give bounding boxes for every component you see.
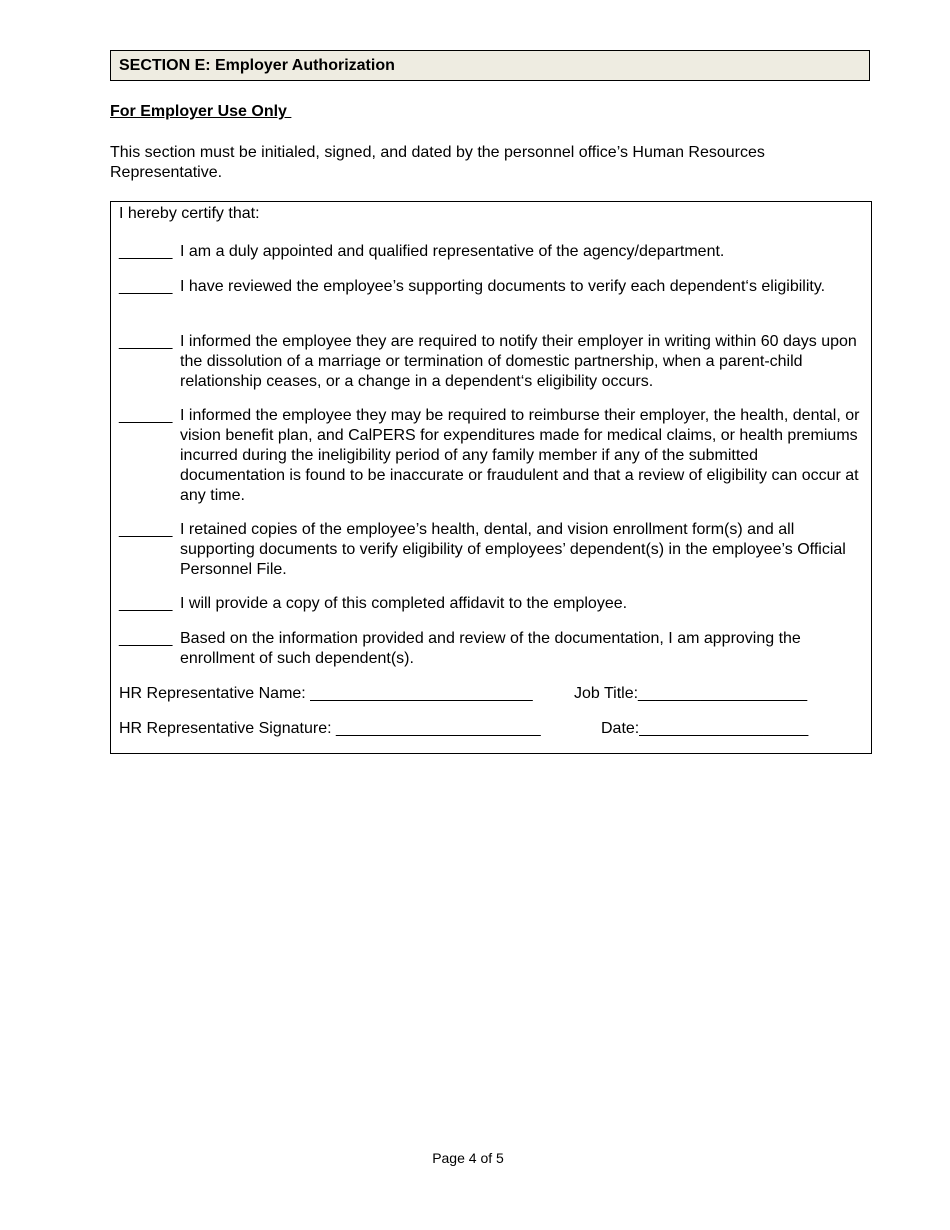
certification-item-text: I retained copies of the employee’s health, dental, and vision enrollment form(s) and all supporting documents to verify eligibility of employees’ dependent(s) in the employee’s Official Personnel File. [180, 521, 846, 578]
certification-intro: I hereby certify that: [119, 205, 260, 222]
certification-item-text: Based on the information provided and review of the documentation, I am approving the enrollment of such dependent(s). [180, 630, 801, 667]
certification-box [110, 201, 872, 754]
certification-item-1 [119, 242, 863, 262]
initial-blank-4[interactable]: ______ [119, 407, 173, 424]
certification-item-text: I will provide a copy of this completed affidavit to the employee. [180, 595, 628, 612]
certification-item-text: I informed the employee they may be required to reimburse their employer, the health, dental, or vision benefit plan, and CalPERS for expenditures made for medical claims, or health premiums incurred during the ineligibility period of any family member if any of the submitted documentation is found to be inaccurate or fraudulent and that a review of eligibility can occur at any time. [180, 407, 860, 504]
certification-item-text: I have reviewed the employee’s supporting documents to verify each dependent‘s eligibility. [180, 278, 826, 295]
section-title: SECTION E: Employer Authorization [119, 57, 395, 74]
section-header [110, 50, 870, 81]
initial-blank-3[interactable]: ______ [119, 333, 173, 350]
date-field[interactable]: Date:___________________ [601, 720, 809, 737]
initial-blank-7[interactable]: ______ [119, 630, 173, 647]
certification-item-3 [119, 332, 863, 392]
certification-item-4 [119, 406, 863, 506]
job-title-field[interactable]: Job Title:___________________ [574, 685, 808, 702]
certification-item-6 [119, 594, 863, 614]
initial-blank-5[interactable]: ______ [119, 521, 173, 538]
certification-item-7 [119, 629, 863, 669]
page-number: Page 4 of 5 [432, 1150, 504, 1166]
certification-item-5 [119, 520, 863, 580]
employer-use-heading: For Employer Use Only [110, 103, 292, 120]
initial-blank-1[interactable]: ______ [119, 243, 173, 260]
hr-signature-field[interactable]: HR Representative Signature: _______________________ [119, 720, 541, 737]
certification-item-2 [119, 277, 863, 297]
hr-name-field[interactable]: HR Representative Name: _________________________ [119, 685, 533, 702]
certification-item-text: I informed the employee they are required to notify their employer in writing within 60 days upon the dissolution of a marriage or termination of domestic partnership, when a parent-child relationship ceases, or a change in a dependent‘s eligibility occurs. [180, 333, 857, 390]
certification-item-text: I am a duly appointed and qualified representative of the agency/department. [180, 243, 725, 260]
intro-text: This section must be initialed, signed, and dated by the personnel office’s Human Resources Representative. [110, 144, 765, 181]
initial-blank-6[interactable]: ______ [119, 595, 173, 612]
initial-blank-2[interactable]: ______ [119, 278, 173, 295]
